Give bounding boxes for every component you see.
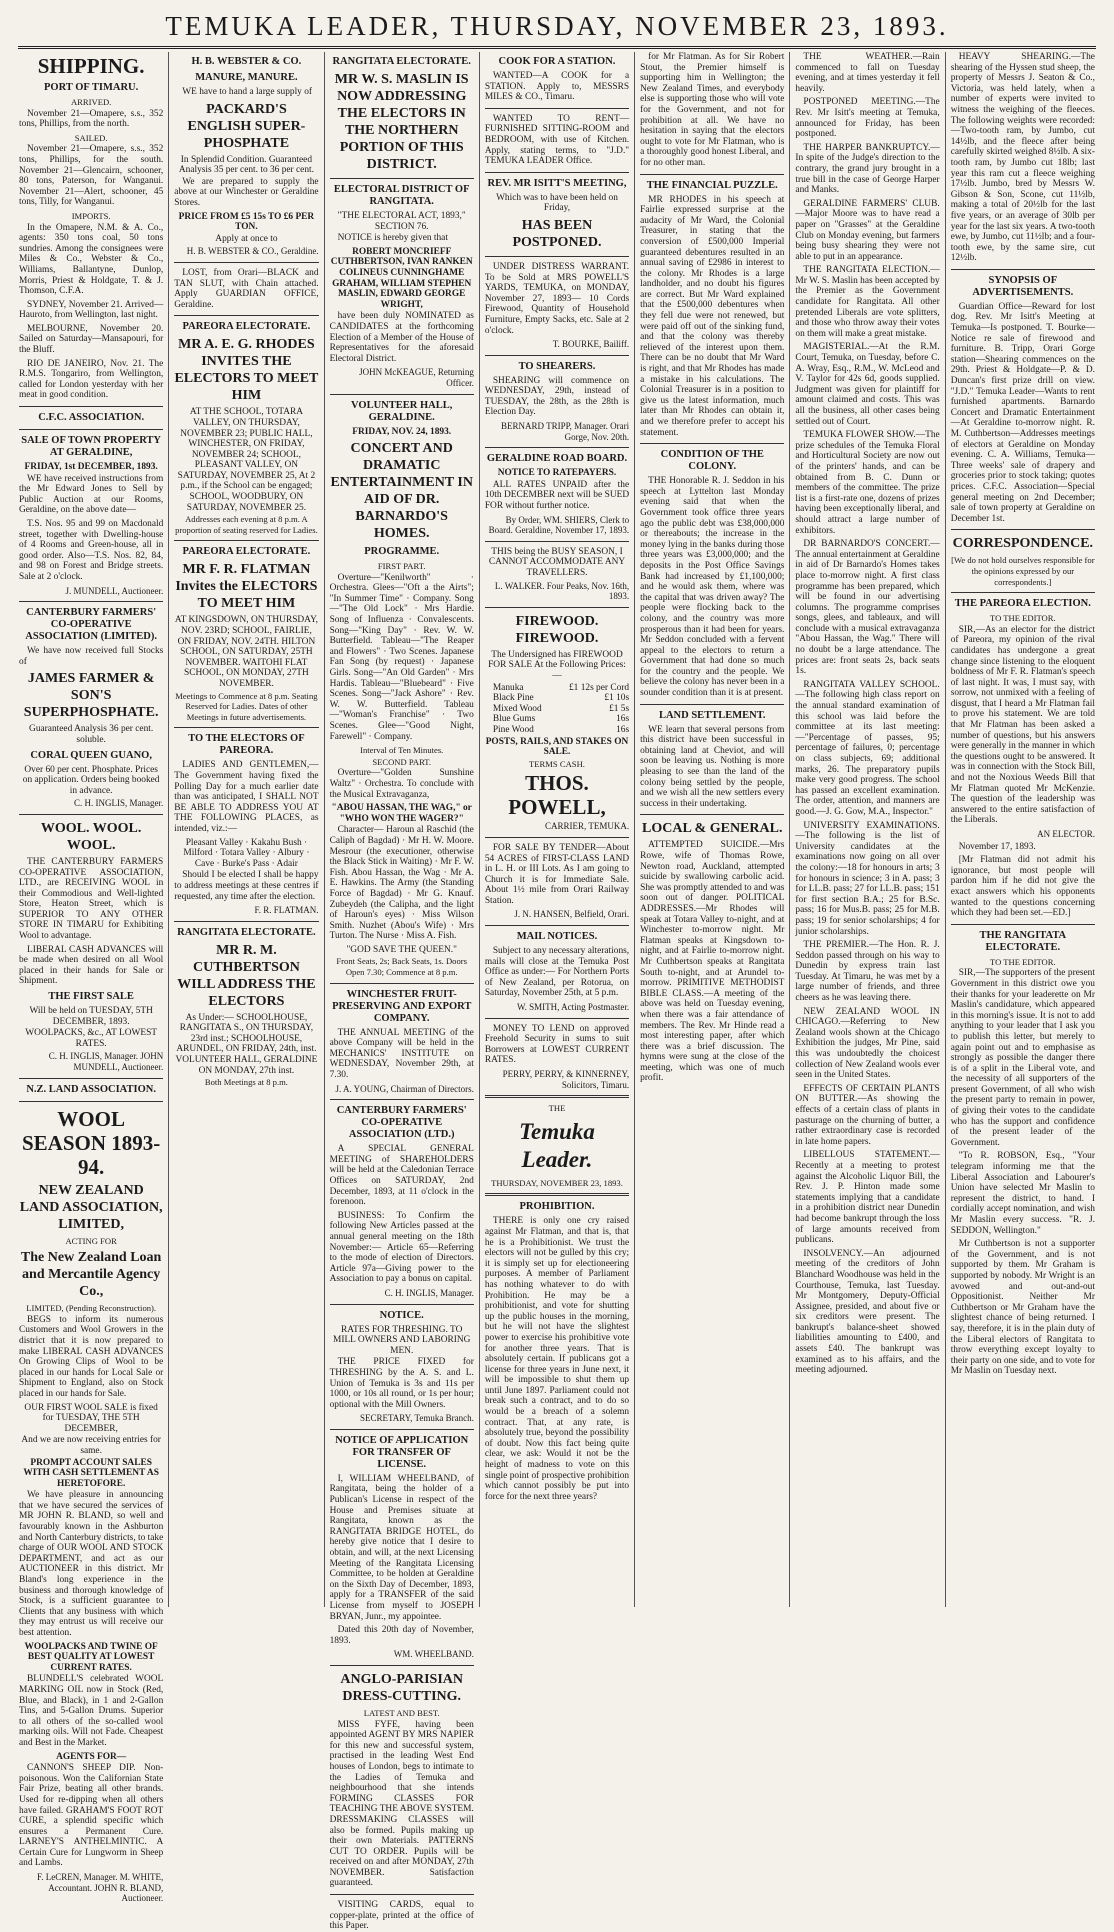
packard-sub: In Splendid Condition. Guaranteed Analysis 35 per cent. to 36 per cent. bbox=[178, 154, 314, 176]
bland-notice: We have pleasure in announcing that we have secured the services of MR JOHN R. BLAND, so well and favourably known in the Ashburton and North Canterbury districts, to take charge of OUR WOOL AND STOCK DEPARTMENT, and act as our AUCTIONEER in this district. Mr Bland's long experience in the business and thorough knowledge of Stock, is a sufficient guarantee to Clients that any business with which they may entrust us will receive our best attention. bbox=[19, 1490, 164, 1638]
threshing-body: THE PRICE FIXED for THRESHING by the A. S. and L. Union of Temuka is 3s and 11s per 1000, or 10s all round, or 1s per hour; optional with the Mill Owners. bbox=[329, 1357, 474, 1410]
correspondence-heading: CORRESPONDENCE. bbox=[952, 536, 1094, 552]
anglo-body: MISS FYFE, having been appointed AGENT BY MRS NAPIER for this new and successful system, practised in the leading West End houses of London, begs to intimate to the Ladies of Temuka and neighbourhood that she intends FORMING CLASSES FOR TEACHING THE ABOVE SYSTEM. DRESSMAKING CLASSES will also be formed. Pupils making up their own Materials. PATTERNS CUT TO ORDER. Pupils will be received on and after MONDAY, 27th NOVEMBER. Satisfaction guaranteed. bbox=[329, 1719, 474, 1889]
isitt-heading: REV. MR ISITT'S MEETING, bbox=[487, 177, 627, 189]
heavy-shearing-item: HEAVY SHEARING.—The shearing of the Hyssen stud sheep, the property of Messrs J. Seaton & Co., Victoria, was held lately, when a number of experts were invited to witness the weighing of the fleeces. The following weights were recorded:—Two-tooth ram, by Jumbo, cut 14½lb, and the fleece after being carefully skirted weighed 8½lb. A six-tooth ram, by Jumbo cut 18lb; last year this ram cut a fleece weighing 17½lb. Jumbo, bred by Messrs W. Gibson & Son, Scone, cut 11½lb, making a total of 20½lb for the last five years, or an average of 30lb per year for the last six years. A two-tooth ewe, by Jumbo, cut 11½lb; and a four-tooth ewe, by the same sire, cut 12½lb. bbox=[950, 52, 1095, 264]
threshing-heading: RATES FOR THRESHING. TO MILL OWNERS AND LABORING MEN. bbox=[333, 1324, 471, 1356]
agents-body: CANNON'S SHEEP DIP. Non-poisonous. Won the Californian State Fair Prize, beating all other brands. Used for re-dipping when all others have failed. GRAHAM'S FOOT ROT CURE, a splendid specific which ensures a Permanent Cure. LARNEY'S ANTHELMINTIC. A Certain Cure for Lungworm in Sheep and Lambs. bbox=[19, 1763, 164, 1869]
pareora-election-heading: THE PAREORA ELECTION. bbox=[954, 598, 1091, 610]
wfp-signature: J. A. YOUNG, Chairman of Directors. bbox=[335, 1083, 474, 1094]
column-4 bbox=[480, 52, 635, 1607]
transfer-heading: NOTICE OF APPLICATION FOR TRANSFER OF LICENSE. bbox=[335, 1434, 469, 1470]
wool-season-heading: WOOL SEASON 1893-94. bbox=[22, 1106, 161, 1179]
shearers-body: SHEARING will commence on WEDNESDAY, 29th, instead of TUESDAY, the 28th, as the 28th is Election Day. bbox=[484, 375, 630, 418]
coral-heading: CORAL QUEEN GUANO, bbox=[30, 749, 152, 761]
farmers-club-item: GERALDINE FARMERS' CLUB.—Major Moore was to have read a paper on "Grasses" at the Geraldine Club on Monday evening, but farmers being busy shearing they were not able to put in an appearance. bbox=[795, 198, 940, 262]
rangitata-letter-continued: Mr Cuthbertson is not a supporter of the Government, and is not supported by them. Mr Graham is supported by nobody. Mr Wright is an avowed and out-and-out Oppositionist. Neither Mr Cuthbertson or Mr Graham have the slightest chance of being returned. I say, therefore, it is in the plain duty of the Liberal electors of Rangitata to throw everything except loyalty to their party on one side, and to vote for Mr Maslin on Tuesday next. bbox=[950, 1239, 1095, 1377]
chicago-item: NEW ZEALAND WOOL IN CHICAGO.—Referring to New Zealand wools shown at the Chicago Exhibition the judges, Mr Pine, said this was undoubtedly the choicest collection of New Zealand wools ever seen in the United States. bbox=[795, 1006, 940, 1081]
cuthbertson-meetings: As Under:— SCHOOLHOUSE, RANGITATA S., ON THURSDAY, 23rd inst.; SCHOOLHOUSE, ARUNDEL, ON FRIDAY, 24th, inst. VOLUNTEER HALL, GERALDINE ON MONDAY, 27th inst. bbox=[175, 1012, 318, 1076]
premier-item: THE PREMIER.—The Hon. R. J. Seddon passed through on his way to Dunedin by express train last Tuesday. At Timaru, he was met by a large number of friends, and three cheers as he was leaving there. bbox=[795, 940, 940, 1004]
lost-dog-notice: LOST, from Orari—BLACK and TAN SLUT, with Chain attached. Apply GUARDIAN OFFICE, Geraldine. bbox=[174, 267, 319, 310]
mail-heading: MAIL NOTICES. bbox=[516, 931, 598, 943]
notice-heading: NOTICE. bbox=[379, 1309, 424, 1321]
to-editor-1: TO THE EDITOR. bbox=[990, 613, 1056, 624]
sailed-text: November 21—Omapere, s.s., 352 tons, Phillips, for the south. November 21—Glencairn, schooner, 80 tons, Paterson, for Wanganui. November 21—Alert, schooner, 45 tons, Tilly, for Wanganui. bbox=[19, 144, 164, 208]
cook-heading: COOK FOR A STATION. bbox=[498, 56, 616, 67]
town-sale-body: WE have received instructions from the Mr Edward Jones to Sell by Public Auction at our Rooms, Geraldine, on the above date— bbox=[19, 473, 164, 516]
isitt-body: Which was to have been held on Friday, bbox=[496, 192, 618, 214]
pareora-letter-date: November 17, 1893. bbox=[958, 841, 1036, 852]
colony-condition-heading: CONDITION OF THE COLONY. bbox=[660, 449, 764, 473]
wool-body: THE CANTERBURY FARMERS CO-OPERATIVE ASSOCIATION, LTD., are RECEIVING WOOL in their Commodious and Well-lighted Store, Heaton Street, which is SUPERIOR TO ANY OTHER STORE IN TIMARU for Exhibiting Wool to advantage. bbox=[19, 856, 164, 942]
electoral-district-heading: ELECTORAL DISTRICT OF RANGITATA. bbox=[333, 184, 470, 207]
melbourne-text: MELBOURNE, November 20. Sailed on Saturday—Mansapouri, for the Bluff. bbox=[19, 323, 164, 356]
transfer-date: Dated this 20th day of November, 1893. bbox=[329, 1625, 474, 1646]
manure-heading: MANURE, MANURE. bbox=[195, 72, 298, 83]
land-settlement-body: WE learn that several persons from this district have been successful in obtaining land at Cheviot, and will soon be leaving us. Nothing is more pleasing to see than the land of the colony being settled by the people, and we wish all the new settlers every success in their undertaking. bbox=[640, 724, 785, 809]
rangitata-election-item: THE RANGITATA ELECTION.—Mr W. S. Maslin has been accepted by the Premier as the Government candidate for Rangitata. All other pretended Liberals are vote splitters, and those who throw away their votes on them will make a great mistake. bbox=[795, 265, 940, 339]
volunteer-hall-heading: VOLUNTEER HALL, GERALDINE. bbox=[351, 399, 453, 423]
flatman-note: Meetings to Commence at 8 p.m. Seating Reserved for Ladies. Dates of other Meetings in future advertisements. bbox=[175, 690, 318, 722]
visiting-cards: VISITING CARDS, equal to copper-plate, printed at the office of this Paper. bbox=[329, 1900, 474, 1932]
town-sale-lots: T.S. Nos. 95 and 99 on Macdonald street, together with Dwelling-house of 4 Rooms and Green-house, all in good order. Also—T.S. Nos. 82, 84, and 98 on Forest and Bridge streets. Sale at 2 o'clock. bbox=[19, 519, 164, 582]
money-signature: PERRY, PERRY, & KINNERNEY, Solicitors, Timaru. bbox=[502, 1069, 630, 1090]
acting-for: ACTING FOR bbox=[65, 1235, 117, 1246]
agents-heading: AGENTS FOR— bbox=[56, 1751, 127, 1762]
electors-pareora-heading: TO THE ELECTORS OF PAREORA. bbox=[188, 733, 305, 757]
price-row: Pine Wood 16s bbox=[492, 724, 630, 735]
insolvency-item: INSOLVENCY.—An adjourned meeting of the creditors of John Blanchard Woodhouse was held in the Courthouse, Temuka, last Tuesday. Mr Montgomery, Deputy-Official Assignee, presided, and about five or six creditors were present. The bankrupt's balance-sheet showed liabilities amounting to £400, and assets £40. The bankrupt was examined as to his affairs, and the meeting adjourned. bbox=[795, 1248, 940, 1376]
ratepayers-body: ALL RATES UNPAID after the 10th DECEMBER next will be SUED FOR without further notice. bbox=[484, 479, 630, 512]
firewood-heading: FIREWOOD. FIREWOOD. bbox=[515, 613, 599, 646]
busy-signature: L. WALKER. Four Peaks, Nov. 16th, 1893. bbox=[494, 580, 630, 602]
rio-text: RIO DE JANEIRO, Nov. 21. The R.M.S. Tongariro, from Wellington, called for London yesterday with her meat in good condition. bbox=[19, 358, 164, 401]
prohibition-continued: for Mr Flatman. As for Sir Robert Stout, the Premier himself is supporting him in Wellington; the New Zealand Times, and everybody else is supporting those who will vote for the Government, and not for prohibition at all. We have no hesitation in saying that the electors ought to vote for Mr Flatman, who is a thoroughly good honest Liberal, and for no other man. bbox=[640, 52, 785, 168]
liberal-advances: LIBERAL CASH ADVANCES will be made when desired on all Wool placed in their hands for Sale or Shipment. bbox=[19, 944, 164, 987]
tender-notice: FOR SALE BY TENDER—About 54 ACRES of FIRST-CLASS LAND in L. H. or III Lots. As I am going to Church it is for Immediate Sale. About 1½ mile from Orari Railway Station. bbox=[484, 842, 630, 906]
wool-heading: WOOL. WOOL. WOOL. bbox=[40, 820, 142, 853]
cancelled-places: Pleasant Valley · Kakahu Bush · Milford · Totara Valley · Albury · Cave · Burke's Pass · Adair bbox=[183, 837, 310, 869]
manure-body: WE have to hand a large supply of bbox=[182, 87, 313, 97]
god-save-queen: "GOD SAVE THE QUEEN." bbox=[346, 944, 457, 955]
newspaper-columns bbox=[14, 52, 1100, 1932]
magisterial-item: MAGISTERIAL.—At the R.M. Court, Temuka, on Tuesday, before C. A. Wray, Esq., R.M., W. McLeod and V. Taylor for 42s 6d, goods supplied. Judgment was given for plaintiff for amount claimed and costs. This was all the business, all other cases being settled out of Court. bbox=[795, 342, 940, 427]
apply-text: Apply at once to bbox=[215, 233, 278, 244]
colony-condition-body: THE Honorable R. J. Seddon in his speech at Lyttelton last Monday evening said that when the Government took office three years ago the public debt was £38,000,000 or thereabouts; the increase in the money lying in the banks during those three years was £3,000,000; and the deposits in the Post Office Savings Bank had increased by £1,100,000; and he would ask them, where was the capital that was driven away? The people were flocking back to the colony, and the country was more prosperous than it had been for years. Mr Seddon concluded with a fervent appeal to the electors to return a Government that had done so much for the country and the people. We believe the colony has never been in a sounder condition than it is at present. bbox=[640, 476, 785, 699]
money-notice: MONEY TO LEND on approved Freehold Security in sums to suit Borrowers at LOWEST CURRENT RATES. bbox=[484, 1023, 630, 1066]
powell-carrier: CARRIER, TEMUKA. bbox=[545, 821, 630, 832]
first-sale-signature: C. H. INGLIS, Manager. JOHN MUNDELL, Auctioneer. bbox=[48, 1051, 164, 1072]
cfa-body: We have now received full Stocks of bbox=[19, 646, 164, 667]
nzla-body: BEGS to inform its numerous Customers and Wool Growers in the district that it is now prepared to make LIBERAL CASH ADVANCES On Growing Clips of Wool to be placed in our hands for Local Sale or Shipment to England, also on Stock placed in our hands for Sale. bbox=[19, 1314, 164, 1399]
town-sale-date: FRIDAY, 1st DECEMBER, 1893. bbox=[24, 462, 158, 473]
price-row: Black Pine £1 10s bbox=[492, 693, 630, 704]
nzlm-sub: LIMITED, (Pending Reconstruction). bbox=[26, 1303, 157, 1314]
flatman-signature: F. R. FLATMAN. bbox=[254, 905, 319, 916]
harper-item: THE HARPER BANKRUPTCY.—In spite of the Judge's direction to the contrary, the grand jury brought in a true bill in the case of George Harper and Manks. bbox=[795, 142, 940, 196]
mail-signature: W. SMITH, Acting Postmaster. bbox=[516, 1002, 630, 1013]
cook-body: WANTED—A COOK for a STATION. Apply to, MESSRS MILES & CO., Timaru. bbox=[484, 71, 630, 103]
webster-heading: H. B. WEBSTER & CO. bbox=[191, 56, 302, 67]
busy-season: THIS being the BUSY SEASON, I CANNOT ACCOMMODATE ANY TRAVELLERS. bbox=[488, 546, 626, 578]
coral-signature: C. H. INGLIS, Manager. bbox=[74, 798, 164, 809]
postponed-heading: HAS BEEN POSTPONED. bbox=[512, 217, 602, 250]
rent-notice: WANTED TO RENT—FURNISHED SITTING-ROOM and BEDROOM, with use of Kitchen. Apply, stating terms, to "J.D." TEMUKA LEADER Office. bbox=[484, 113, 630, 167]
mail-body: Subject to any necessary alterations, mails will close at the Temuka Post Office as under:— For Northern Ports of New Zealand, per Rotorua, on Saturday, November 25th, at 5 p.m. bbox=[484, 946, 630, 999]
special-meeting: A SPECIAL GENERAL MEETING of SHAREHOLDERS will be held at the Caledonian Terrace Offices on SATURDAY, 2nd December, 1893, at 11 o'clock in the forenoon. bbox=[329, 1144, 474, 1208]
rhodes-meetings: AT THE SCHOOL, TOTARA VALLEY, ON THURSDAY, NOVEMBER 23; PUBLIC HALL, WINCHESTER, ON FRIDAY, NOVEMBER 24; SCHOOL, PLEASANT VALLEY, ON SATURDAY, NOVEMBER 25, At 2 p.m., if the School can be engaged; SCHOOL, WOODBURY, ON SATURDAY, NOVEMBER 25. bbox=[177, 407, 316, 513]
column-1 bbox=[14, 52, 169, 1904]
financial-puzzle-heading: THE FINANCIAL PUZZLE. bbox=[646, 179, 778, 191]
road-board-heading: GERALDINE ROAD BOARD. bbox=[486, 453, 628, 465]
financial-puzzle-body: MR RHODES in his speech at Fairlie expressed surprise at the audacity of Mr Ward, the Colonial Treasurer, in stating that the conversion of £500,000 Imperial guaranteed debentures resulted in an annual saving of £2986 in interest to the colony. Mr Rhodes is a large landholder, and no doubt his figures are correct. But Mr Ward explained that the £500,000 debentures when they fell due were not renewed, but were paid off out of the sinking fund, and that the colony was thereby relieved of the interest upon them. There can be no doubt that Mr Ward is right, and that Mr Rhodes has made a mistake in his calculations. The Colonial Treasurer is in a position to give us the latest information, much later than Mr Rhodes can obtain it, and we therefore prefer to accept his statement. bbox=[640, 194, 785, 438]
second-part: SECOND PART. bbox=[372, 756, 432, 767]
posts-rails: POSTS, RAILS, AND STAKES ON SALE. bbox=[485, 736, 629, 758]
packard-heading: PACKARD'S ENGLISH SUPER-PHOSPHATE bbox=[187, 101, 306, 151]
anglo-heading: ANGLO-PARISIAN DRESS-CUTTING. bbox=[340, 1671, 464, 1704]
our-first-sale: OUR FIRST WOOL SALE is fixed for TUESDAY, THE 5TH DECEMBER, bbox=[24, 1402, 158, 1434]
transfer-signature: WM. WHEELBAND. bbox=[393, 1649, 474, 1660]
to-editor-2: TO THE EDITOR. bbox=[990, 956, 1056, 967]
wfp-heading: WINCHESTER FRUIT-PRESERVING AND EXPORT COMPANY. bbox=[332, 988, 472, 1024]
special-signature: C. H. INGLIS, Manager. bbox=[384, 1287, 474, 1298]
synopsis-body: Guardian Office—Reward for lost dog. Rev. Mr Isitt's Meeting at Temuka—Is postponed. T. Bourke—Notice re sale of firewood and furniture. B. Tripp, Orari Gorge station—Shearing commences on the 29th. Priest & Holdgate—P. & D. Duncan's first prize drill on view. "J.D." Temuka Leader—Wants to rent furnished apartments. Barnardo Concert and Dramatic Entertainment—At Geraldine to-morrow night. R. M. Cuthbertson—Addresses meetings of electors at Geraldine on Monday evening. C. A. Williams, Temuka—Three weeks' sale of drapery and groceries prior to stock taking; quotes prices. C.F.C. Association—Special general meeting on 2nd December; sale of town property at Geraldine on December 1st. bbox=[950, 301, 1095, 524]
nzla-heading: N.Z. LAND ASSOCIATION. bbox=[26, 1083, 156, 1095]
rangitata-electorate-heading: RANGITATA ELECTORATE. bbox=[332, 56, 471, 67]
price-row: Mixed Wood £1 5s bbox=[492, 703, 630, 714]
entries-text: And we are now receiving entries for same. bbox=[21, 1435, 161, 1456]
distress-signature: T. BOURKE, Bailiff. bbox=[552, 339, 630, 350]
rangitata-letter: SIR,—The supporters of the present Government in this district owe you their thanks for your leaderette on Mr Maslin's candidature, which appeared in this morning's issue. It is not to add anything to your leader that I ask you to publish this letter, but merely to again point out and to emphasise as strongly as possible the danger there is of a split in the Liberal vote, and the necessity of all supporters of the present Government, of all who wish the present party to remain in power, of giving their votes to the candidate who has the support and confidence of the present leader of the Government. bbox=[950, 968, 1095, 1148]
libel-item: LIBELLOUS STATEMENT.—Recently at a meeting to protest against the Alcoholic Liquor Bill, the Rev. J. P. Hinton made some statements implying that a candidate in a prohibition district near Dunedin had become bankrupt through the loss of large amounts received from publicans. bbox=[795, 1150, 940, 1246]
james-farmer-sub: Guaranteed Analysis 36 per cent. soluble. bbox=[29, 724, 154, 745]
programme-heading: PROGRAMME. bbox=[364, 546, 440, 558]
masthead-title: TEMUKA LEADER, THURSDAY, NOVEMBER 23, 1893. bbox=[165, 11, 949, 41]
transfer-body: I, WILLIAM WHEELBAND, of Rangitata, being the holder of a Publican's License in respect of the House and Premises situate at Rangitata, known as the RANGITATA BRIDGE HOTEL, do hereby give notice that I desire to obtain, and will, at the next Licensing Meeting of the Rangitata Licensing Committee, to be holden at Geraldine on the Sixth Day of December, 1893, apply for a TRANSFER of the said License from myself to JOSEPH BRYAN, Junr., my appointee. bbox=[329, 1473, 474, 1622]
should-elected: Should I be elected I shall be happy to address meetings at these centres if requested, any time after the election. bbox=[174, 870, 319, 902]
synopsis-heading: SYNOPSIS OF ADVERTISEMENTS. bbox=[972, 274, 1074, 298]
port-heading: PORT OF TIMARU. bbox=[44, 82, 139, 93]
rhodes-note: Addresses each evening at 8 p.m. A proportion of seating reserved for Ladies. bbox=[175, 514, 318, 535]
first-sale-heading: THE FIRST SALE bbox=[48, 991, 134, 1003]
anglo-sub: LATEST AND BEST. bbox=[363, 1707, 440, 1718]
concert-heading: CONCERT AND DRAMATIC ENTERTAINMENT IN AID OF DR. BARNARDO'S HOMES. bbox=[330, 441, 473, 542]
cfc-heading: C.F.C. ASSOCIATION. bbox=[38, 412, 145, 424]
shearers-heading: TO SHEARERS. bbox=[518, 360, 596, 372]
distress-notice: UNDER DISTRESS WARRANT. To be Sold at MRS POWELL'S YARDS, TEMUKA, on MONDAY, November 27, 1893— 10 Cords Firewood, Quantity of Household Furniture, Empty Sacks, etc. Sale at 2 o'clock. bbox=[484, 261, 630, 336]
cuthbertson-note: Both Meetings at 8 p.m. bbox=[204, 1077, 288, 1088]
interval: Interval of Ten Minutes. bbox=[360, 745, 444, 756]
ladies-gentlemen: LADIES AND GENTLEMEN,—The Government having fixed the Polling Day for a much earlier date than was anticipated, I SHALL NOT BE ABLE TO ADDRESS YOU AT THE FOLLOWING PLACES, as intended, viz.:— bbox=[174, 760, 319, 834]
rangitata-electorate-letter-heading: THE RANGITATA ELECTORATE. bbox=[979, 929, 1067, 953]
programme-first: Overture—"Kenilworth" · Orchestra. Glees—"Oft a the Airts"; "In Summer Time" · Company. Song—"The Old Lock" · Mrs Hardie. Song of Influenza · Convalescents. Song—"King Day" · Rev. W. W. Butterfield. Tableau—"The Reaper and Flowers" · Two Scenes. Japanese Fan Song (by request) · Japanese Girls. Song—"An Old Garden" · Mrs Hardis. Tableau—"Bluebeard" · Five Scenes. Song—"Jack Ashore" · Rev. W. W. Butterfield. Tableau—"Woman's Franchise" · Two Scenes. Glee—"Good Night, Farewell" · Company. bbox=[329, 572, 474, 742]
james-farmer-heading: JAMES FARMER & SON'S SUPERPHOSPHATE. bbox=[23, 671, 159, 721]
first-part: FIRST PART. bbox=[377, 561, 426, 572]
seddon-telegram: "To R. ROBSON, Esq., "Your telegram informing me that the Liberal Association and Labourer's Union have selected Mr Maslin to represent the district, to hand. I cordially accept nomination, and wish Mr Maslin every success. "R. J. SEDDON, Wellington." bbox=[950, 1151, 1095, 1236]
price-row: Blue Gums 16s bbox=[492, 714, 630, 725]
notice-given: NOTICE is hereby given that bbox=[337, 233, 448, 244]
shipping-heading: SHIPPING. bbox=[37, 54, 145, 78]
rhodes-heading: MR A. E. G. RHODES INVITES THE ELECTORS TO MEET HIM bbox=[174, 337, 319, 404]
editor-note: [Mr Flatman did not admit his ignorance, but most people will pardon him if he did not give the exact answers which his opponents wanted to the questions concerning which they had been set.—ED.] bbox=[950, 855, 1095, 919]
butter-item: EFFECTS OF CERTAIN PLANTS ON BUTTER.—As showing the effects of a certain class of plants in pasturage on the churning of butter, a rather extraordinary case is recorded in late home papers. bbox=[795, 1083, 940, 1147]
blundell-notice: BLUNDELL'S celebrated WOOL MARKING OIL now in Stock (Red, Blue, and Black), in 1 and 2-Gallon Tins, and 5-Gallon Drums. Superior to all others of the so-called wool marking oils. Will not Fade. Cheapest and Best in the Market. bbox=[19, 1674, 164, 1748]
ratepayers-signature: By Order, WM. SHIERS, Clerk to Board. Geraldine, November 17, 1893. bbox=[488, 514, 630, 536]
column-6 bbox=[790, 52, 945, 1607]
column-2 bbox=[169, 52, 324, 1607]
local-general-heading: LOCAL & GENERAL. bbox=[642, 821, 783, 837]
cfa-heading: CANTERBURY FARMERS' CO-OPERATIVE ASSOCIATION (LIMITED). bbox=[25, 607, 157, 643]
threshing-signature: SECRETARY, Temuka Branch. bbox=[360, 1413, 474, 1424]
first-sale-date: Will be held on TUESDAY, 5TH DECEMBER, 1893. bbox=[29, 1006, 153, 1027]
column-7 bbox=[946, 52, 1100, 1607]
the-label: THE bbox=[548, 1103, 566, 1114]
cuthbertson-heading: MR R. M. CUTHBERTSON WILL ADDRESS THE ELECTORS bbox=[177, 942, 316, 1009]
firewood-body: The Undersigned has FIREWOOD FOR SALE At the Following Prices:— bbox=[488, 649, 626, 681]
volunteer-hall-date: FRIDAY, NOV. 24, 1893. bbox=[352, 426, 452, 437]
weather-item: THE WEATHER.—Rain commenced to fall on Tuesday evening, and at times yesterday it fell heavily. bbox=[795, 52, 940, 94]
nzlm-name: The New Zealand Loan and Mercantile Agency Co., bbox=[20, 1250, 162, 1300]
webster-signature: H. B. WEBSTER & CO., Geraldine. bbox=[186, 246, 319, 257]
sailed-label: SAILED. bbox=[74, 132, 108, 143]
firewood-prices bbox=[485, 683, 629, 736]
pareora-letter: SIR,—As an elector for the district of Pareora, my opinion of the rival candidates has undergone a great change since listening to the eloquent boldness of Mr F. R. Flatman's speech of last night. It was, I must say, with sorrow, not unmixed with a feeling of disgust, that I heard a Mr Flatman fail to prove his statement. We are told that Mr Flatman has been asked a number of questions, but his answers were generally in the manner in which the questions ought to be answered. It was in connection with the Stock Bill, and not the Noxious Weeds Bill that Mr Flatman quoted Mr McKenzie. The question of the leadership was answered to the entire satisfaction of the Liberals. bbox=[950, 624, 1095, 826]
price-row: Manuka £1 12s per Cord bbox=[492, 682, 630, 693]
postponed-item: POSTPONED MEETING.—The Rev. Mr Isitt's meeting at Temuka, announced for Friday, has been postponed. bbox=[795, 97, 940, 140]
business-text: BUSINESS: To Confirm the following New Articles passed at the annual general meeting on the 18th November:— Article 65—Referring to the mode of election of Directors. Article 97a—Giving power to the Association to pay a bonus on capital. bbox=[329, 1210, 474, 1285]
masthead bbox=[18, 6, 1096, 49]
packard-price: PRICE FROM £5 15s TO £6 PER TON. bbox=[178, 211, 315, 233]
column-5 bbox=[635, 52, 790, 1607]
agents-signature: F. LeCREN, Manager. M. WHITE, Accountant. JOHN R. BLAND, Auctioneer. bbox=[36, 1872, 164, 1904]
arrived-text: November 21—Omapere, s.s., 352 tons, Phillips, from the north. bbox=[19, 108, 164, 130]
sydney-text: SYDNEY, November 21. Arrived—Hauroto, from Wellington, last night. bbox=[19, 299, 164, 321]
terms-cash: TERMS CASH. bbox=[529, 758, 585, 769]
candidates-list: ROBERT MONCRIEFF CUTHBERTSON, IVAN RANKEN COLINEUS CUNNINGHAME GRAHAM, WILLIAM STEPHEN MASLIN, EDWARD GEORGE WRIGHT, bbox=[330, 246, 473, 310]
shearers-signature: BERNARD TRIPP, Manager. Orari Gorge, Nov. 20th. bbox=[501, 421, 630, 442]
town-sale-heading: SALE OF TOWN PROPERTY AT GERALDINE, bbox=[21, 435, 162, 459]
seat-prices: Front Seats, 2s; Back Seats, 1s. Doors Open 7.30; Commence at 8 p.m. bbox=[336, 956, 467, 978]
town-sale-signature: J. MUNDELL, Auctioneer. bbox=[65, 585, 164, 596]
cfa2-heading: CANTERBURY FARMERS' CO-OPERATIVE ASSOCIATION (LTD.) bbox=[336, 1105, 467, 1141]
imports-label: IMPORTS. bbox=[71, 210, 111, 221]
cast-list: Character— Haroun al Raschid (the Caliph of Bagdad) · Mr H. W. Moore. Mesrour (the executioner, otherwise the Black Stick in Waiting) · Mr F. W. Fish. Abou Hassan, the Wag · Mr A. E. Hawkins. The Army (the Standing Force of Bagdad) · Mr G. Knauf. Zubeydeh (the Calipha, and the light of Haroun's eyes) · Miss Wilson Smith. Nuzhet (Abou's Wife) · Mrs Turton. The Nurse · Miss A. Fish. bbox=[329, 825, 474, 942]
nameplate: Temuka Leader. bbox=[519, 1118, 595, 1172]
maslin-notice: MR W. S. MASLIN IS NOW ADDRESSING THE ELECTORS IN THE NORTHERN PORTION OF THIS DISTRICT. bbox=[334, 72, 469, 172]
wfp-body: THE ANNUAL MEETING of the above Company will be held in the MECHANICS' INSTITUTE on WEDNESDAY, November 29th, at 7.30. bbox=[329, 1027, 474, 1081]
column-3 bbox=[325, 52, 480, 1932]
university-item: UNIVERSITY EXAMINATIONS.—The following is the list of University candidates at the examinations now going on all over the colony:—18 for honours in arts; 3 for honours in science; 3 in A. pass; 3 for LL.B. pass; 27 for LL.B. pass; 151 for first section B.A.; 25 for B.Sc. pass; 16 for Mus.B. pass; 25 for M.B. pass; 19 for senior scholarships; 4 for junior scholarships. bbox=[795, 820, 940, 937]
local-general-body: ATTEMPTED SUICIDE.—Mrs Rowe, wife of Thomas Rowe, Newton road, Auckland, attempted suicide by swallowing carbolic acid. She was promptly attended to and was soon out of danger. POLITICAL ADDRESSES.—Mr Rhodes will speak at Totara Valley to-night, and at Winchester to-morrow night. Mr Flatman speaks at Kingsdown to-night, and at Fairlie to-morrow night. Mr Cuthbertson speaks at Rangitata South to-night, and at Arundel to-morrow. PRIMITIVE METHODIST BIBLE CLASS.—A meeting of the above was held on Tuesday evening, when there was a fair attendance of members. The Rev. Mr Hinde read a most interesting paper, after which there was a brief discussion. The hymns were sung at the close of the meeting, which was one of much profit. bbox=[640, 840, 785, 1084]
powell-name: THOS. POWELL, bbox=[508, 771, 606, 820]
tender-signature: J. N. HANSEN, Belfield, Orari. bbox=[514, 909, 630, 920]
pareora-heading-2: PAREORA ELECTORATE. bbox=[182, 546, 311, 558]
pareora-heading-1: PAREORA ELECTORATE. bbox=[182, 321, 311, 333]
imports-text: In the Omapere, N.M. & A. Co., agents: 350 tons coal, 50 tons sundries. Among the consignees were Miles & Co., Webster & Co., Williams, Ballantyne, Dunlop, Morris, Priest & Holdgate, T. & J. Thomson, C.F.A. bbox=[19, 222, 164, 297]
woolpacks-text: WOOLPACKS, &c., AT LOWEST RATES. bbox=[25, 1028, 158, 1049]
barnardo-item: DR BARNARDO'S CONCERT.—The annual entertainment at Geraldine in aid of Dr Barnardo's Homes takes place to-morrow night. A first class programme has been prepared, which will be found in our advertising columns. The programme comprises songs, glees, and tableaux, and will conclude with a musical extravaganza "Abou Hassan, the Wag." There will no doubt be a large attendance. The prices are: front seats 2s, back seats 1s. bbox=[795, 539, 940, 677]
prompt-sales: PROMPT ACCOUNT SALES WITH CASH SETTLEMENT AS HERETOFORE. bbox=[23, 1457, 159, 1489]
issue-date: THURSDAY, NOVEMBER 23, 1893. bbox=[491, 1177, 623, 1188]
flatman-heading: MR F. R. FLATMAN Invites the ELECTORS TO MEET HIM bbox=[175, 562, 318, 612]
prohibition-body: THERE is only one cry raised against Mr Flatman, and that is, that he is a Prohibitionist. We trust the electors will not be gulled by this cry; it is simply set up for electioneering purposes. A member of Parliament has nothing whatever to do with Prohibition. He may be a prohibitionist, and vote for shutting up the public houses in the morning, but he will not have the slightest power to exercise his prohibitive vote for another three years. That is absolutely certain. If publicans got a license for three years in June next, it will be impossible to shut them up until June 1897. Parliament could not break such a contract, and to do so would be a breach of a solemn contract. That, at any rate, is absolutely true, beyond the possibility of doubt. Now this fact being quite clear, we ask: Would it not be the height of madness to vote on this single point of prospective prohibition which cannot possibly be put into force for the next three years? bbox=[484, 1216, 630, 1502]
twine-notice: WOOLPACKS AND TWINE OF BEST QUALITY AT LOWEST CURRENT RATES. bbox=[24, 1641, 158, 1673]
packard-body: We are prepared to supply the above at our Winchester or Geraldine Stores. bbox=[174, 176, 319, 208]
candidates-body: have been duly NOMINATED as CANDIDATES at the forthcoming Election of a Member of the House of Representatives for the aforesaid Electoral District. bbox=[329, 311, 474, 364]
prohibition-heading: PROHIBITION. bbox=[519, 1201, 595, 1213]
returning-officer: JOHN McKEAGUE, Returning Officer. bbox=[359, 367, 474, 388]
arrived-label: ARRIVED. bbox=[70, 97, 112, 107]
land-settlement-heading: LAND SETTLEMENT. bbox=[658, 709, 766, 721]
ratepayers-heading: NOTICE TO RATEPAYERS. bbox=[497, 468, 617, 479]
nzla-full-name: NEW ZEALAND LAND ASSOCIATION, LIMITED, bbox=[19, 1182, 163, 1232]
coral-sub: Over 60 per cent. Phosphate. Prices on application. Orders being booked in advance. bbox=[22, 764, 160, 796]
flower-show-item: TEMUKA FLOWER SHOW.—The prize schedules of the Temuka Floral and Horticultural Society are now out of the printers' hands, and can be obtained from B. C. Dunn or members of the committee. The prize list is a first-rate one, dozens of prizes having been exceptionally liberal, and should attract a large number of exhibitors. bbox=[795, 430, 940, 536]
programme-second: Overture—"Golden Sunshine Waltz" · Orchestra. To conclude with the Musical Extravaganza, bbox=[329, 768, 474, 800]
abou-hassan: "ABOU HASSAN, THE WAG," or "WHO WON THE WAGER?" bbox=[331, 803, 472, 824]
pareora-letter-signature: AN ELECTOR. bbox=[1037, 829, 1095, 839]
correspondence-note: [We do not hold ourselves responsible for the opinions expressed by our correspondents.] bbox=[951, 555, 1095, 587]
valley-school-item: RANGITATA VALLEY SCHOOL.—The following high class report on the annual standard examination of this school was laid before the committee at its last meeting:—"Percentage of passes, 95; percentage of failures, 0; percentage on class subjects, 69; additional marks, 26. The preparatory pupils make very good progress. The school has passed an excellent examination. The order, attention, and manners are good.—J. G. Gow, M.A., Inspector." bbox=[795, 679, 940, 817]
electoral-act: "THE ELECTORAL ACT, 1893," SECTION 76. bbox=[337, 211, 466, 232]
rangitata-heading: RANGITATA ELECTORATE. bbox=[177, 926, 316, 938]
flatman-meetings: AT KINGSDOWN, ON THURSDAY, NOV. 23RD; SCHOOL, FAIRLIE, ON FRIDAY, NOV. 24TH. HILTON SCHOOL, ON SATURDAY, 25TH NOVEMBER. WAITOHI FLAT SCHOOL, ON MONDAY, 27TH NOVEMBER. bbox=[174, 615, 318, 689]
